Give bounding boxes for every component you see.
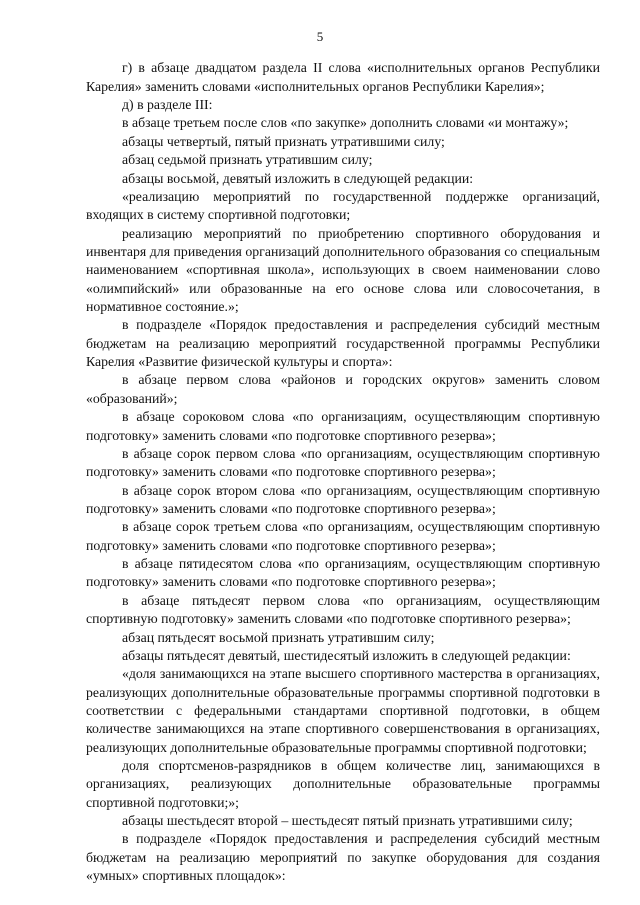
- paragraph: в абзаце третьем после слов «по закупке» дополнить словами «и монтажу»;: [122, 115, 569, 131]
- paragraph: в абзаце сороковом слова «по организациям, осуществляющим спортивную подготовку» заменить словами «по подготовке спортивного резерва»;: [86, 409, 600, 443]
- paragraph: абзацы четвертый, пятый признать утратившими силу;: [122, 133, 445, 149]
- paragraph: абзац пятьдесят восьмой признать утратившим силу;: [122, 629, 435, 645]
- paragraph: «доля занимающихся на этапе высшего спортивного мастерства в организациях, реализующих дополнительные образовательные программы спортивной подготовки в соответствии с федеральными стандартами спортивной подготовки, в общем количестве занимающихся на этапе спортивного совершенствования в организациях, реализующих дополнительные образовательные программы спортивной подготовки;: [86, 666, 600, 755]
- paragraph: в абзаце пятьдесят первом слова «по организациям, осуществляющим спортивную подготовку» заменить словами «по подготовке спортивного резерва»;: [86, 592, 600, 627]
- paragraph: в абзаце сорок втором слова «по организациям, осуществляющим спортивную подготовку» заменить словами «по подготовке спортивного резерва»;: [86, 482, 600, 516]
- paragraph: «реализацию мероприятий по государственной поддержке организаций, входящих в систему спортивной подготовки;: [86, 188, 600, 223]
- paragraph: в абзаце сорок первом слова «по организациям, осуществляющим спортивную подготовку» заменить словами «по подготовке спортивного резерва»;: [86, 445, 600, 480]
- page-number: 5: [316, 29, 324, 44]
- paragraph: в подразделе «Порядок предоставления и распределения субсидий местным бюджетам на реализацию мероприятий государственной программы Республики Карелия «Развитие физической культуры и спорта»:: [86, 317, 600, 370]
- paragraph: реализацию мероприятий по приобретению спортивного оборудования и инвентаря для приведения организаций дополнительного образования со специальным наименованием «спортивная школа», использующих в своем наименовании слово «олимпийский» или образованные на его основе слова или словосочетания, в нормативное состояние.»;: [86, 225, 600, 315]
- paragraph: абзацы восьмой, девятый изложить в следующей редакции:: [122, 170, 474, 186]
- document-body: [86, 59, 600, 885]
- paragraph: доля спортсменов-разрядников в общем количестве лиц, занимающихся в организациях, реализующих дополнительные образовательные программы спортивной подготовки;»;: [86, 758, 600, 810]
- paragraph: абзацы пятьдесят девятый, шестидесятый изложить в следующей редакции:: [122, 647, 571, 663]
- paragraph: д) в разделе III:: [122, 97, 213, 113]
- paragraph: абзацы шестьдесят второй – шестьдесят пятый признать утратившими силу;: [122, 813, 573, 829]
- paragraph: абзац седьмой признать утратившим силу;: [122, 152, 373, 168]
- paragraph: в абзаце пятидесятом слова «по организациям, осуществляющим спортивную подготовку» заменить словами «по подготовке спортивного резерва»;: [86, 556, 600, 590]
- paragraph: в подразделе «Порядок предоставления и распределения субсидий местным бюджетам на реализацию мероприятий по закупке оборудования для создания «умных» спортивных площадок»:: [86, 831, 600, 884]
- paragraph: в абзаце сорок третьем слова «по организациям, осуществляющим спортивную подготовку» заменить словами «по подготовке спортивного резерва»;: [86, 519, 600, 553]
- paragraph: в абзаце первом слова «районов и городских округов» заменить словом «образований»;: [86, 372, 600, 406]
- paragraph: г) в абзаце двадцатом раздела II слова «исполнительных органов Республики Карелия» заменить словами «исполнительных органов Республики Карелия»;: [86, 60, 600, 94]
